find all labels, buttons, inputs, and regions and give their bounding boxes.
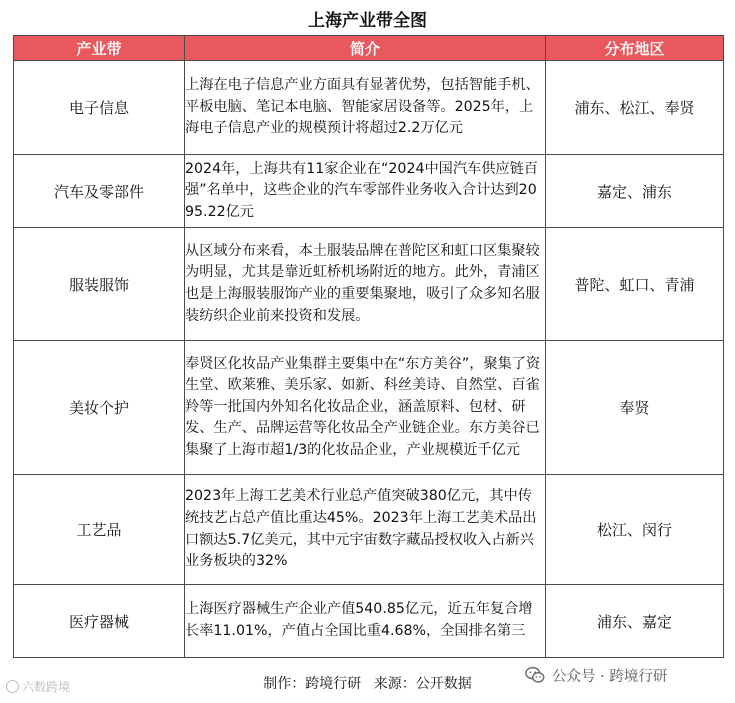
table-row bbox=[14, 585, 724, 658]
industry-intro: 2024年，上海共有11家企业在“2024中国汽车供应链百强”名单中，这些企业的汽车零部件业务收入合计达到2095.22亿元 bbox=[185, 155, 546, 228]
page-title: 上海产业带全图 bbox=[308, 11, 427, 31]
watermark-left-text: 六数跨境 bbox=[22, 680, 71, 694]
header-industry: 产业带 bbox=[14, 36, 185, 61]
industry-region: 嘉定、浦东 bbox=[546, 155, 724, 228]
industry-intro: 2023年上海工艺美术行业总产值突破380亿元，其中传统技艺占总产值比重达45%。2023年上海工艺美术品出口额达5.7亿美元，其中元宇宙数字藏品授权收入占新兴业务板块的32% bbox=[185, 475, 546, 585]
table-row bbox=[14, 228, 724, 341]
table-row bbox=[14, 155, 724, 228]
watermark-left bbox=[6, 678, 70, 695]
watermark-right-text: 公众号 · 跨境行研 bbox=[552, 668, 668, 685]
industry-name: 服装服饰 bbox=[14, 228, 185, 341]
industry-intro: 上海在电子信息产业方面具有显著优势，包括智能手机、平板电脑、笔记本电脑、智能家居设备等。2025年，上海电子信息产业的规模预计将超过2.2万亿元 bbox=[185, 61, 546, 155]
industry-intro: 上海医疗器械生产企业产值540.85亿元，近五年复合增长率11.01%，产值占全国比重4.68%，全国排名第三 bbox=[185, 585, 546, 658]
industry-name: 美妆个护 bbox=[14, 341, 185, 475]
industry-region: 浦东、嘉定 bbox=[546, 585, 724, 658]
header-intro: 简介 bbox=[185, 36, 546, 61]
wechat-icon bbox=[524, 664, 546, 686]
watermark-logo-icon bbox=[6, 680, 19, 693]
industry-intro: 奉贤区化妆品产业集群主要集中在“东方美谷”，聚集了资生堂、欧莱雅、美乐家、如新、科丝美诗、自然堂、百雀羚等一批国内外知名化妆品企业，涵盖原料、包材、研发、生产、品牌运营等化妆品全产业链企业。东方美谷已集聚了上海市超1/3的化妆品企业，产业规模近千亿元 bbox=[185, 341, 546, 475]
industry-name: 工艺品 bbox=[14, 475, 185, 585]
industry-table bbox=[13, 35, 724, 658]
industry-name: 汽车及零部件 bbox=[14, 155, 185, 228]
footer-source: 来源：公开数据 bbox=[373, 676, 472, 692]
table-row bbox=[14, 341, 724, 475]
industry-region: 浦东、松江、奉贤 bbox=[546, 61, 724, 155]
table-row bbox=[14, 475, 724, 585]
table-row bbox=[14, 61, 724, 155]
industry-name: 医疗器械 bbox=[14, 585, 185, 658]
watermark-right[interactable] bbox=[524, 660, 671, 690]
industry-region: 松江、闵行 bbox=[546, 475, 724, 585]
table-header-row bbox=[14, 36, 724, 61]
header-region: 分布地区 bbox=[546, 36, 724, 61]
industry-intro: 从区域分布来看，本土服装品牌在普陀区和虹口区集聚较为明显，尤其是靠近虹桥机场附近的地方。此外，青浦区也是上海服装服饰产业的重要集聚地，吸引了众多知名服装纺织企业前来投资和发展。 bbox=[185, 228, 546, 341]
footer-maker: 制作：跨境行研 bbox=[263, 676, 362, 692]
industry-region: 普陀、虹口、青浦 bbox=[546, 228, 724, 341]
industry-name: 电子信息 bbox=[14, 61, 185, 155]
industry-region: 奉贤 bbox=[546, 341, 724, 475]
